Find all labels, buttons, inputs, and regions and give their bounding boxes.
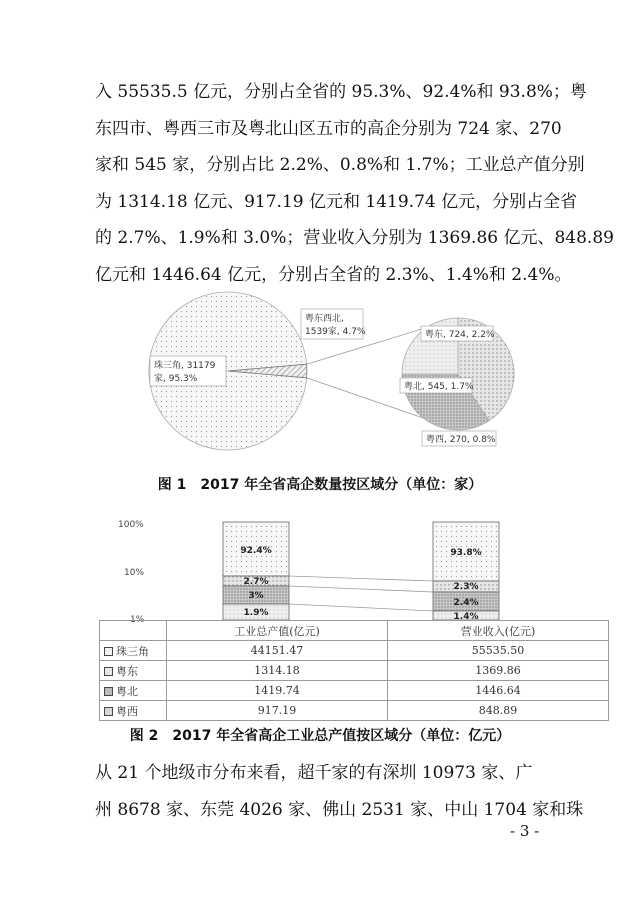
text-line: 入 55535.5 亿元，分别占全省的 95.3%、92.4%和 93.8%；粤 bbox=[95, 82, 587, 102]
legend-swatch bbox=[104, 707, 113, 716]
bar1-label-north: 3% bbox=[248, 591, 264, 601]
y-tick-1: 1% bbox=[130, 615, 145, 625]
y-tick-100: 100% bbox=[118, 520, 144, 530]
series-line bbox=[289, 576, 433, 581]
text-line: 从 21 个地级市分布来看，超千家的有深圳 10973 家、广 bbox=[95, 763, 533, 783]
table-row bbox=[100, 701, 609, 721]
bar2-label-north: 2.4% bbox=[453, 598, 479, 608]
table-row bbox=[100, 641, 609, 661]
text-line: 家和 545 家，分别占比 2.2%、0.8%和 1.7%；工业总产值分别 bbox=[95, 155, 585, 175]
label-nonprd-line1: 粤东西北, bbox=[305, 314, 344, 324]
row-label bbox=[100, 641, 167, 661]
body-paragraph-2 bbox=[95, 755, 584, 828]
figure2-data-table bbox=[99, 620, 609, 721]
legend-swatch bbox=[104, 687, 113, 696]
row-label-text: 粤西 bbox=[116, 704, 138, 718]
text-line: 州 8678 家、东莞 4026 家、佛山 2531 家、中山 1704 家和珠 bbox=[95, 799, 584, 820]
label-north: 粤北, 545, 1.7% bbox=[404, 382, 474, 392]
bar2-label-west: 1.4% bbox=[453, 612, 479, 622]
table-cell: 44151.47 bbox=[167, 641, 388, 661]
bar1-label-west: 1.9% bbox=[243, 608, 269, 618]
text-line: 的 2.7%、1.9%和 3.0%；营业收入分别为 1369.86 亿元、848.89 bbox=[95, 228, 614, 248]
table-corner bbox=[100, 621, 167, 641]
row-label-text: 粤北 bbox=[116, 684, 138, 698]
legend-swatch bbox=[104, 667, 113, 676]
series-line bbox=[289, 586, 433, 592]
table-cell: 917.19 bbox=[167, 701, 388, 721]
bar2-label-prd: 93.8% bbox=[450, 548, 482, 558]
text-line: 为 1314.18 亿元、917.19 亿元和 1419.74 亿元，分别占全省 bbox=[95, 191, 578, 212]
table-cell: 55535.50 bbox=[388, 641, 609, 661]
table-row bbox=[100, 661, 609, 681]
figure2-chart bbox=[118, 520, 499, 625]
column-header: 营业收入(亿元) bbox=[388, 621, 609, 641]
row-label-text: 粤东 bbox=[116, 664, 138, 678]
column-header: 工业总产值(亿元) bbox=[167, 621, 388, 641]
table-row bbox=[100, 681, 609, 701]
figure2-caption: 图 2 2017 年全省高企工业总产值按区域分（单位：亿元） bbox=[129, 728, 511, 744]
label-east: 粤东, 724, 2.2% bbox=[425, 330, 495, 340]
row-label bbox=[100, 701, 167, 721]
row-label bbox=[100, 661, 167, 681]
legend-swatch bbox=[104, 647, 113, 656]
label-nonprd-line2: 1539家, 4.7% bbox=[305, 327, 366, 337]
bar1-label-east: 2.7% bbox=[243, 577, 269, 587]
series-line bbox=[289, 604, 433, 611]
bar1-label-prd: 92.4% bbox=[240, 546, 272, 556]
row-label bbox=[100, 681, 167, 701]
table-cell: 1369.86 bbox=[388, 661, 609, 681]
label-west: 粤西, 270, 0.8% bbox=[426, 435, 496, 445]
label-prd-line1: 珠三角, 31179 bbox=[154, 361, 216, 371]
table-header-row bbox=[100, 621, 609, 641]
table-cell: 848.89 bbox=[388, 701, 609, 721]
text-line: 东四市、粤西三市及粤北山区五市的高企分别为 724 家、270 bbox=[95, 118, 562, 139]
row-label-text: 珠三角 bbox=[116, 644, 149, 658]
figure1-pie bbox=[149, 292, 514, 450]
table-cell: 1419.74 bbox=[167, 681, 388, 701]
bar2-label-east: 2.3% bbox=[453, 582, 479, 592]
table-cell: 1314.18 bbox=[167, 661, 388, 681]
table-cell: 1446.64 bbox=[388, 681, 609, 701]
page-number: - 3 - bbox=[510, 822, 540, 840]
label-prd-line2: 家, 95.3% bbox=[154, 374, 198, 384]
text-line: 亿元和 1446.64 亿元，分别占全省的 2.3%、1.4%和 2.4%。 bbox=[95, 264, 572, 285]
figure1-caption: 图 1 2017 年全省高企数量按区域分（单位：家） bbox=[157, 477, 483, 493]
y-tick-10: 10% bbox=[124, 568, 145, 578]
